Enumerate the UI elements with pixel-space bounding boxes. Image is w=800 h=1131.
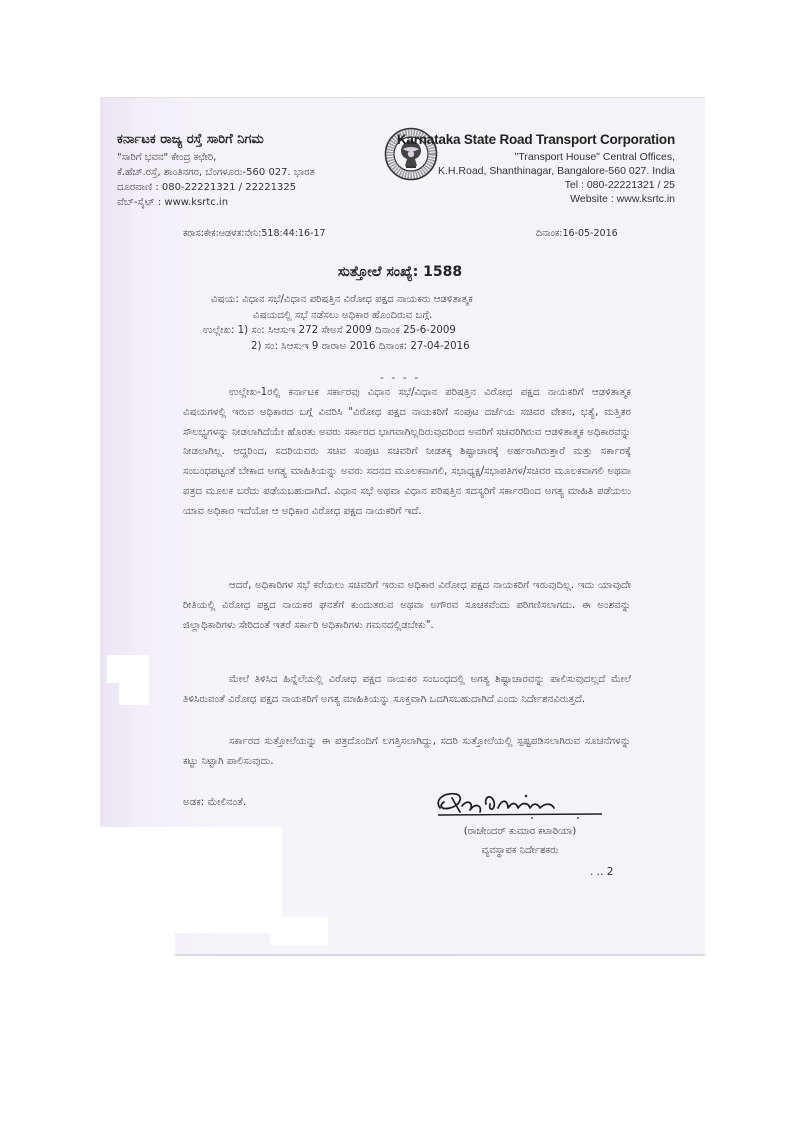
reference-2: 2) ಸಂ: ಸಿಆಸುಇ 9 ರಾರಾಅ 2016 ದಿನಾಂಕ: 27-04-2016 [251, 340, 470, 352]
circular-title: ಸುತ್ತೋಲೆ ಸಂಖ್ಯೆ: 1588 [337, 264, 463, 280]
paragraph-text: ಮೇಲೆ ತಿಳಿಸಿದ ಹಿನ್ನೆಲೆಯಲ್ಲಿ ವಿರೋಧ ಪಕ್ಷದ ನಾಯಕರ ಸಂಬಂಧದಲ್ಲಿ ಅಗತ್ಯ ಶಿಷ್ಟಾಚಾರವನ್ನು ಪಾಲಿಸುವುದಲ್ಲದೆ ಮೇಲೆ ತಿಳಿಸಿರುವಂತೆ ವಿರೋಧ ಪಕ್ಷದ ನಾಯಕರಿಗೆ ಅಗತ್ಯ ಮಾಹಿತಿಯನ್ನು ಸೂಕ್ತವಾಗಿ ಒದಗಿಸಬಹುದಾಗಿದೆ ಎಂದು ನಿರ್ದೇಶನವಿರುತ್ತದೆ. [183, 674, 631, 705]
handwritten-signature-icon [430, 788, 605, 820]
letterhead-english-website: Website : www.ksrtc.in [570, 193, 675, 205]
blank-patch [107, 655, 149, 683]
body-paragraph-1 [183, 383, 631, 522]
letterhead-kannada-address: ಕೆ.ಹೆಚ್.ರಸ್ತೆ, ಶಾಂತಿನಗರ, ಬೆಂಗಳೂರು-560 027. ಭಾರತ [117, 167, 315, 178]
paragraph-text: ಉಲ್ಲೇಖ-1ರಲ್ಲಿ ಕರ್ನಾಟಕ ಸರ್ಕಾರವು ವಿಧಾನ ಸಭೆ/ವಿಧಾನ ಪರಿಷತ್ತಿನ ವಿರೋಧ ಪಕ್ಷದ ನಾಯಕರಿಗೆ ಆಡಳಿತಾತ್ಮಕ ವಿಷಯಗಳಲ್ಲಿ ಇರುವ ಅಧಿಕಾರದ ಬಗ್ಗೆ ವಿವರಿಸಿ "ವಿರೋಧ ಪಕ್ಷದ ನಾಯಕರಿಗೆ ಸಂಪುಟ ದರ್ಜೆಯ ಸಚಿವರ ವೇತನ, ಭತ್ಯೆ, ಮತ್ತಿತರ ಸೌಲಭ್ಯಗಳನ್ನು ನೀಡಲಾಗಿದೆಯೇ ಹೊರತು ಅವರು ಸರ್ಕಾರದ ಭಾಗವಾಗಿಲ್ಲದಿರುವುದರಿಂದ ಅವರಿಗೆ ಸಚಿವರಿಗಿರುವ ಆಡಳಿತಾತ್ಮಕ ಅಧಿಕಾರವನ್ನು ನೀಡಲಾಗಿಲ್ಲ. ಆದ್ದರಿಂದ, ಸದರಿಯವರು ಸಚಿವ ಸಂಪುಟ ಸಚಿವರಿಗೆ ನೀಡತಕ್ಕ ಶಿಷ್ಟಾಚಾರಕ್ಕೆ ಅರ್ಹರಾಗಿರುತ್ತಾರೆ ಮತ್ತು ಸರ್ಕಾರಕ್ಕೆ ಸಂಬಂಧಪಟ್ಟಂತೆ ಬೇಕಾದ ಅಗತ್ಯ ಮಾಹಿತಿಯನ್ನು ಅವರು ಸದನದ ಮೂಲಕವಾಗಲಿ, ಸಭಾಧ್ಯಕ್ಷ/ಸಭಾಪತಿಗಳ/ಸಚಿವರ ಮೂಲಕವಾಗಲಿ ಅಥವಾ ಪತ್ರದ ಮೂಲಕ ಬರೆದು ಪಡೆಯಬಹುದಾಗಿದೆ. ವಿಧಾನ ಸಭೆ ಅಥವಾ ವಿಧಾನ ಪರಿಷತ್ತಿನ ಸದಸ್ಯರಿಗೆ ಸರ್ಕಾರದಿಂದ ಅಗತ್ಯ ಮಾಹಿತಿ ಪಡೆಯಲು ಯಾವ ಅಧಿಕಾರ ಇದೆಯೋ ಆ ಅಧಿಕಾರ ವಿರೋಧ ಪಕ್ಷದ ನಾಯಕರಿಗೆ ಇದೆ. [183, 387, 631, 517]
reference-number: ಕರಾಸ:ಕೇಕ:ಆಡಳತ:ನೇನಿ:518:44:16-17 [183, 228, 326, 239]
subject-block [203, 292, 473, 354]
letterhead-kannada-phone: ದೂರವಾಣಿ : 080-22221321 / 22221325 [117, 182, 297, 193]
signatory-designation: ವ್ಯವಸ್ಥಾಪಕ ನಿರ್ದೇಶಕರು [481, 845, 559, 856]
blank-patch [119, 683, 149, 705]
subject-line-2: ವಿಷಯದಲ್ಲಿ ಸಭೆ ನಡೆಸಲು ಅಧಿಕಾರ ಹೊಂದಿರುವ ಬಗ್ಗೆ. [253, 309, 433, 321]
page-edge [100, 954, 705, 956]
letterhead-kannada-building: "ಸಾರಿಗೆ ಭವನ" ಕೇಂದ್ರ ಕಛೇರಿ, [117, 152, 217, 163]
body-paragraph-2 [183, 576, 631, 635]
paragraph-text: ಸರ್ಕಾರದ ಸುತ್ತೋಲೆಯನ್ನು ಈ ಪತ್ರದೊಂದಿಗೆ ಲಗತ್ತಿಸಲಾಗಿದ್ದು, ಸದರಿ ಸುತ್ತೋಲೆಯಲ್ಲಿ ಸ್ಪಷ್ಟಪಡಿಸಲಾಗಿರುವ ಸೂಚನೆಗಳನ್ನು ಕಟ್ಟು ನಿಟ್ಟಾಗಿ ಪಾಲಿಸುವುದು. [183, 736, 631, 767]
body-paragraph-3 [183, 670, 631, 710]
reference-1: ಉಲ್ಲೇಖ: 1) ಸಂ: ಸಿಆಸುಇ 272 ಸೇಅಸೆ 2009 ದಿನಾಂಕ 25-6-2009 [203, 325, 456, 336]
enclosure-note: ಅಡಕ: ಮೇಲಿನಂತೆ. [183, 797, 247, 808]
letterhead-kannada-website: ವೆಬ್-ಸೈಟ್ : www.ksrtc.in [117, 197, 229, 208]
body-paragraph-4 [183, 732, 631, 772]
letterhead-english-address: K.H.Road, Shanthinagar, Bangalore-560 027. India [437, 165, 675, 177]
signatory-name: (ರಾಜೇಂದರ್ ಕುಮಾರ ಕಟಾರಿಯಾ) [463, 826, 577, 837]
separator: - - - - [379, 371, 421, 384]
letterhead-english-org-name: Karnataka State Road Transport Corporation [396, 132, 675, 147]
blank-patch [100, 933, 175, 957]
subject-line-1: ವಿಷಯ: ವಿಧಾನ ಸಭೆ/ವಿಧಾನ ಪರಿಷತ್ತಿನ ವಿರೋಧ ಪಕ್ಷದ ನಾಯಕರು ಆಡಳಿತಾತ್ಮಕ [211, 294, 473, 305]
blank-patch [100, 827, 282, 933]
blank-patch [270, 917, 328, 945]
letterhead-english-phone: Tel : 080-22221321 / 25 [564, 179, 675, 191]
letter-date: ದಿನಾಂಕ:16-05-2016 [536, 228, 618, 239]
letterhead-kannada-org-name: ಕರ್ನಾಟಕ ರಾಜ್ಯ ರಸ್ತೆ ಸಾರಿಗೆ ನಿಗಮ [117, 132, 264, 147]
page-continuation: . .. 2 [590, 866, 614, 878]
paragraph-text: ಆದರೆ, ಅಧಿಕಾರಿಗಳ ಸಭೆ ಕರೆಯಲು ಸಚಿವರಿಗೆ ಇರುವ ಅಧಿಕಾರ ವಿರೋಧ ಪಕ್ಷದ ನಾಯಕರಿಗೆ ಇರುವುದಿಲ್ಲ. ಇದು ಯಾವುದೇ ರೀತಿಯಲ್ಲಿ ವಿರೋಧ ಪಕ್ಷದ ನಾಯಕರ ಘನತೆಗೆ ಕುಂದುತರುವ ಅಥವಾ ಅಗೌರವ ಸೂಚಕವೆಂದು ಪರಿಗಣಿಸಲಾಗದು. ಈ ಅಂಶವನ್ನು ಜಿಲ್ಲಾಧಿಕಾರಿಗಳು ಸೇರಿದಂತೆ ಇತರೆ ಸರ್ಕಾರಿ ಅಧಿಕಾರಿಗಳು ಗಮನದಲ್ಲಿಡಬೇಕು". [183, 580, 631, 631]
letterhead-english-building: "Transport House" Central Offices, [514, 151, 675, 163]
